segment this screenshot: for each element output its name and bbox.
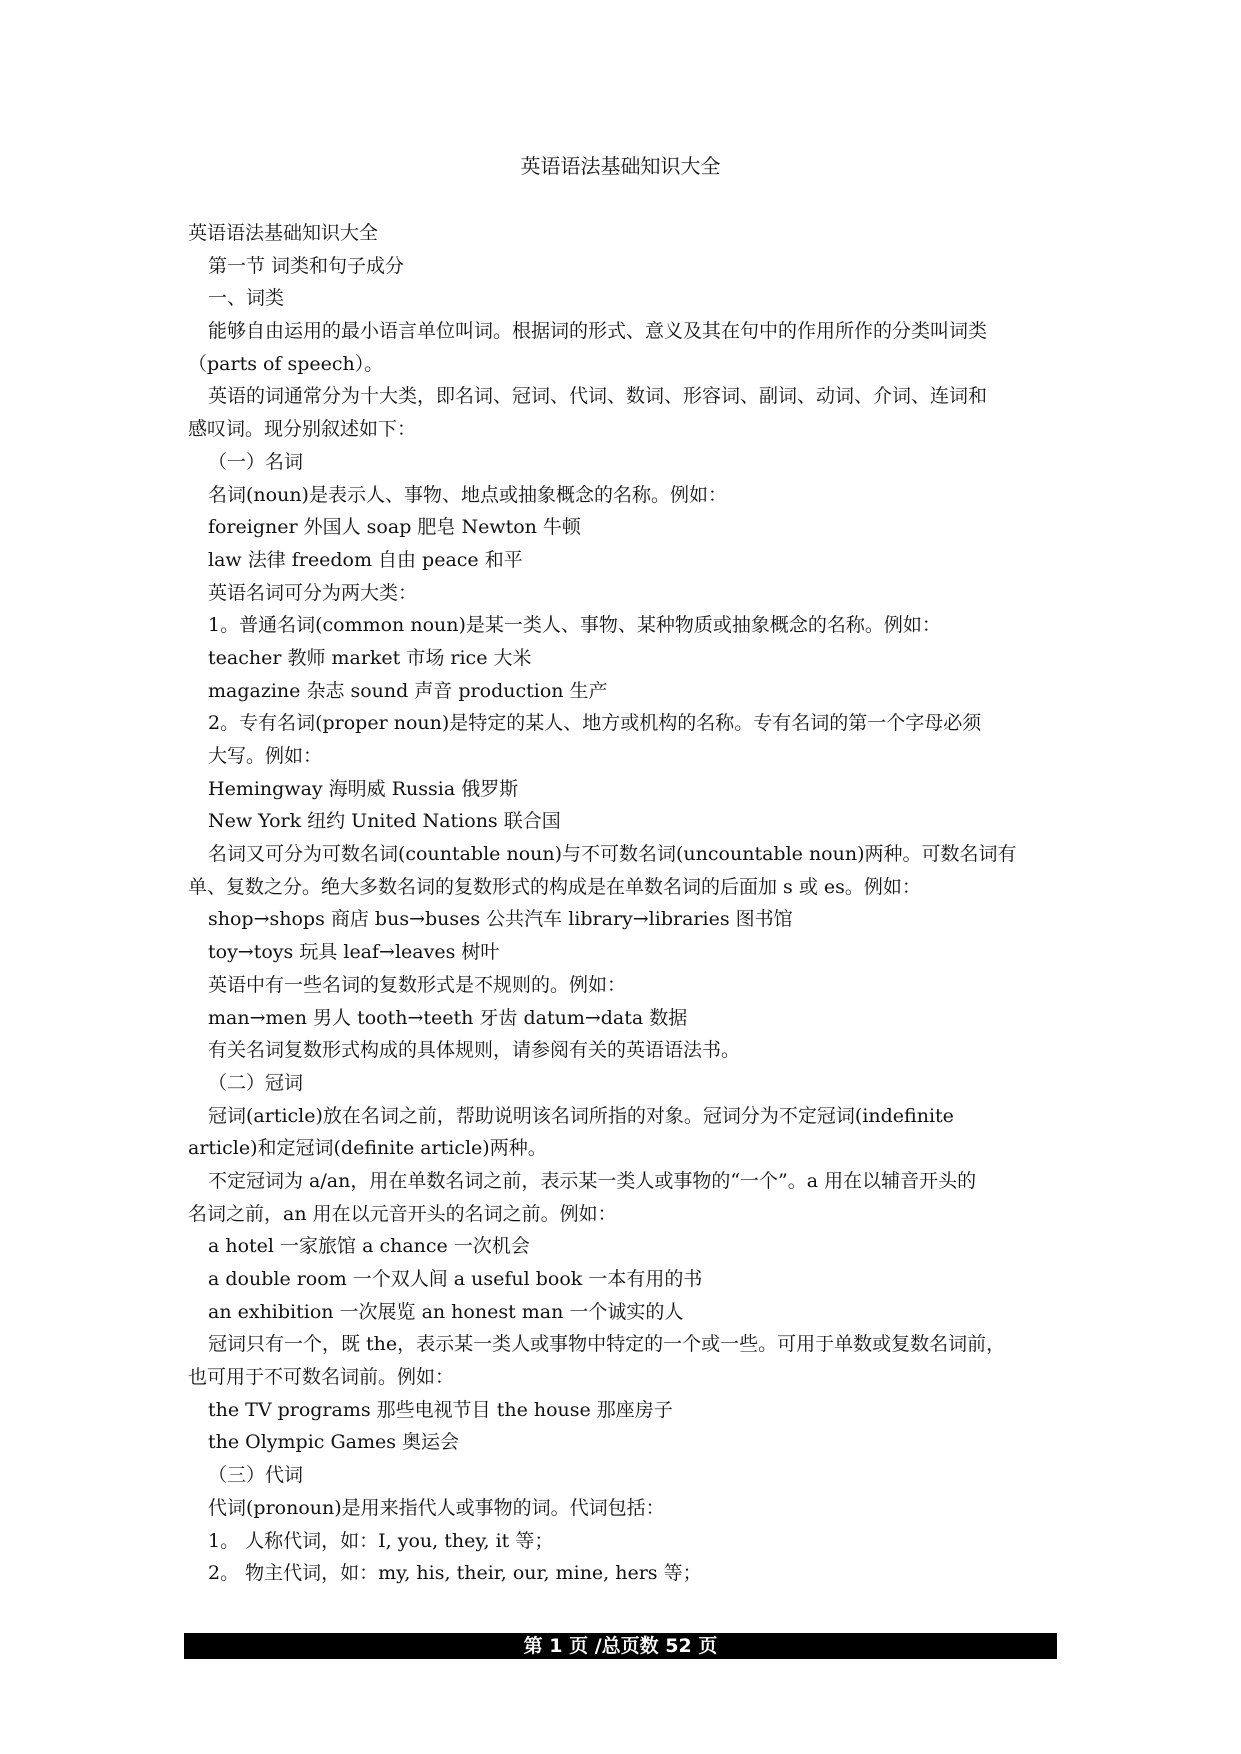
text-line: （一）名词 [208, 450, 304, 473]
text-line: 第一节 词类和句子成分 [208, 254, 405, 277]
text-line: shop→shops 商店 bus→buses 公共汽车 library→libraries 图书馆 [208, 908, 793, 931]
document-body [188, 217, 1068, 1590]
text-line: foreigner 外国人 soap 肥皂 Newton 牛顿 [208, 516, 581, 539]
text-line: 1。普通名词(common noun)是某一类人、事物、某种物质或抽象概念的名称。例如： [208, 614, 941, 637]
text-line: 大写。例如： [208, 745, 323, 767]
text-line: 一、词类 [208, 287, 285, 310]
text-line: 名词(noun)是表示人、事物、地点或抽象概念的名称。例如： [208, 483, 727, 506]
text-line: man→men 男人 tooth→teeth 牙齿 datum→data 数据 [208, 1006, 688, 1029]
text-line: 名词之前，an 用在以元音开头的名词之前。例如： [188, 1202, 617, 1225]
text-line: 单、复数之分。绝大多数名词的复数形式的构成是在单数名词的后面加 s 或 es。例如： [188, 875, 921, 898]
text-line: a hotel 一家旅馆 a chance 一次机会 [208, 1235, 530, 1258]
text-line: New York 纽约 United Nations 联合国 [208, 810, 561, 833]
text-line: （二）冠词 [208, 1071, 304, 1094]
text-line: （parts of speech）。 [188, 352, 384, 375]
text-line: the Olympic Games 奥运会 [208, 1431, 460, 1454]
text-line: 英语名词可分为两大类： [208, 581, 418, 604]
document-title: 英语语法基础知识大全 [520, 154, 721, 178]
text-line: an exhibition 一次展览 an honest man 一个诚实的人 [208, 1300, 684, 1323]
text-line: article)和定冠词(definite article)两种。 [188, 1137, 547, 1160]
text-line: 冠词只有一个，既 the，表示某一类人或事物中特定的一个或一些。可用于单数或复数名词前， [208, 1333, 1006, 1356]
text-line: 也可用于不可数名词前。例如： [188, 1366, 455, 1389]
text-line: （三）代词 [208, 1464, 304, 1487]
text-line: 代词(pronoun)是用来指代人或事物的词。代词包括： [208, 1496, 665, 1519]
text-line: 2。专有名词(proper noun)是特定的某人、地方或机构的名称。专有名词的第一个字母必须 [208, 712, 982, 735]
text-line: toy→toys 玩具 leaf→leaves 树叶 [208, 941, 500, 964]
text-line: 冠词(article)放在名词之前，帮助说明该名词所指的对象。冠词分为不定冠词(indefinite [208, 1104, 954, 1127]
text-line: 2。 物主代词，如：my, his, their, our, mine, hers 等； [208, 1562, 702, 1585]
text-line: 有关名词复数形式构成的具体规则，请参阅有关的英语语法书。 [208, 1039, 741, 1062]
text-line: a double room 一个双人间 a useful book 一本有用的书 [208, 1268, 703, 1290]
page-footer: 第 1 页 /总页数 52 页 [184, 1633, 1057, 1659]
text-line: Hemingway 海明威 Russia 俄罗斯 [208, 777, 519, 800]
text-line: 不定冠词为 a/an，用在单数名词之前，表示某一类人或事物的“一个”。a 用在以辅音开头的 [208, 1169, 977, 1192]
text-line: 1。 人称代词，如：I, you, they, it 等； [208, 1529, 554, 1552]
text-line: 能够自由运用的最小语言单位叫词。根据词的形式、意义及其在句中的作用所作的分类叫词类 [208, 320, 988, 343]
text-line: 英语的词通常分为十大类，即名词、冠词、代词、数词、形容词、副词、动词、介词、连词和 [208, 385, 988, 408]
text-line: magazine 杂志 sound 声音 production 生产 [208, 679, 608, 702]
text-line: 英语中有一些名词的复数形式是不规则的。例如： [208, 973, 627, 996]
text-line: 英语语法基础知识大全 [188, 222, 379, 244]
text-line: the TV programs 那些电视节目 the house 那座房子 [208, 1398, 673, 1421]
text-line: law 法律 freedom 自由 peace 和平 [208, 548, 523, 571]
text-line: 名词又可分为可数名词(countable noun)与不可数名词(uncountable noun)两种。可数名词有 [208, 843, 1017, 866]
text-line: 感叹词。现分别叙述如下： [188, 418, 417, 441]
text-line: teacher 教师 market 市场 rice 大米 [208, 646, 532, 669]
